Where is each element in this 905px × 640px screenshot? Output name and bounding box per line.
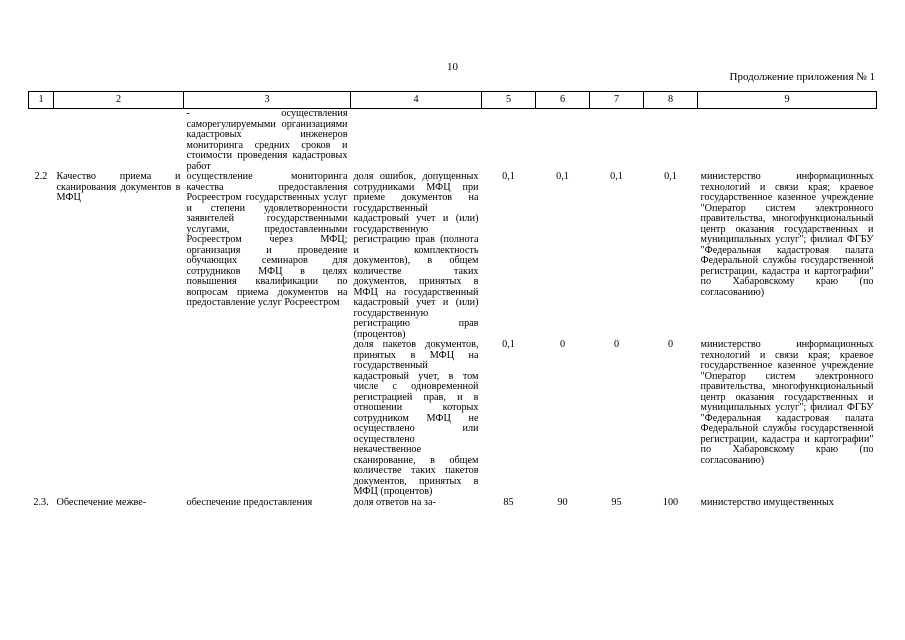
responsible-text: министерство информационных технологий и связи края; краевое государственное казенное учреждение "Оператор систем электронного правительства, многофункциональный центр оказания государственных и муниципальных услуг"; филиал ФГБУ "Федеральная кадастровая палата Федеральной службы государственной регистрации, кадастра и картографии" по Хабаровскому краю (по согласованию) bbox=[700, 339, 874, 466]
value-cell: 0 bbox=[613, 339, 620, 350]
value-cell: 100 bbox=[662, 496, 679, 508]
table-row bbox=[29, 498, 877, 509]
table-row bbox=[29, 109, 877, 173]
task-name bbox=[54, 109, 184, 173]
continuation-label: Продолжение приложения № 1 bbox=[729, 71, 875, 83]
row-number bbox=[29, 340, 54, 498]
appendix-table bbox=[28, 91, 877, 508]
value-cell: 95 bbox=[611, 496, 622, 508]
indicator-text: доля ошибок, допущенных сотрудниками МФЦ при приеме документов на государственный кадастровый учет и (или) государственную регистрацию прав (полнота и комплектность документов), в общем количестве таких документов, принятых в МФЦ на государственный кадастровый учет и (или) государственную регистрацию прав (процентов) bbox=[353, 171, 479, 340]
value-cell: 0,1 bbox=[556, 171, 569, 182]
header-cell: 2 bbox=[54, 92, 184, 109]
indicator-text bbox=[351, 109, 482, 173]
responsible-text bbox=[698, 109, 877, 173]
row-number bbox=[29, 109, 54, 173]
value-cell: 85 bbox=[503, 496, 514, 508]
page-number: 10 bbox=[447, 61, 458, 73]
task-name: Качество приема и сканирования документов в МФЦ bbox=[56, 171, 181, 203]
value-cell: 0 bbox=[667, 339, 674, 350]
header-cell: 5 bbox=[482, 92, 536, 109]
value-cell: 0,1 bbox=[502, 339, 515, 350]
activity-text: осуществление мониторинга качества предоставления Росреестром государственных услуг и степени удовлетворенности заявителей государственными услугами, предоставленными Росреестром через МФЦ; организация и проведение обучающих семинаров для сотрудников МФЦ в целях повышения квалификации по вопросам приема документов на предоставление услуг Росреестром bbox=[186, 171, 348, 308]
activity-text: обеспечение предоставления bbox=[186, 496, 313, 508]
indicator-text: доля ответов на за- bbox=[353, 496, 436, 508]
row-number: 2.2 bbox=[34, 171, 48, 182]
table-header-row bbox=[29, 92, 877, 109]
value-cell: 0,1 bbox=[502, 171, 515, 182]
header-cell: 1 bbox=[29, 92, 54, 109]
header-cell: 6 bbox=[536, 92, 590, 109]
task-name bbox=[54, 340, 184, 498]
responsible-text: министерство имущественных bbox=[700, 496, 834, 508]
table-row bbox=[29, 340, 877, 498]
header-cell: 8 bbox=[644, 92, 698, 109]
task-name: Обеспечение межве- bbox=[56, 496, 147, 508]
responsible-text: министерство информационных технологий и связи края; краевое государственное казенное учреждение "Оператор систем электронного правительства, многофункциональный центр оказания государственных и муниципальных услуг"; филиал ФГБУ "Федеральная кадастровая палата Федеральной службы государственной регистрации, кадастра и картографии" по Хабаровскому краю (по согласованию) bbox=[700, 171, 874, 298]
header-cell: 4 bbox=[351, 92, 482, 109]
value-cell: 0,1 bbox=[664, 171, 677, 182]
header-cell: 3 bbox=[184, 92, 351, 109]
header-cell: 9 bbox=[698, 92, 877, 109]
value-cell: 90 bbox=[557, 496, 568, 508]
value-cell bbox=[590, 109, 644, 173]
value-cell: 0,1 bbox=[610, 171, 623, 182]
value-cell bbox=[482, 109, 536, 173]
indicator-text: доля пакетов документов, принятых в МФЦ на государственный кадастровый учет, в том числе с одновременной регистрацией прав, и в отношении которых сотрудником МФЦ не осуществлено или осуществлено некачественное сканирование, в общем количестве таких пакетов документов, принятых в МФЦ (процентов) bbox=[353, 339, 479, 497]
header-cell: 7 bbox=[590, 92, 644, 109]
table-row bbox=[29, 172, 877, 340]
activity-text bbox=[184, 340, 351, 498]
row-number: 2.3. bbox=[33, 496, 49, 508]
value-cell: 0 bbox=[559, 339, 566, 350]
activity-text: - осуществления саморегулируемыми организациями кадастровых инженеров мониторинга средних сроков и стоимости проведения кадастровых работ bbox=[186, 108, 348, 172]
value-cell bbox=[536, 109, 590, 173]
value-cell bbox=[644, 109, 698, 173]
